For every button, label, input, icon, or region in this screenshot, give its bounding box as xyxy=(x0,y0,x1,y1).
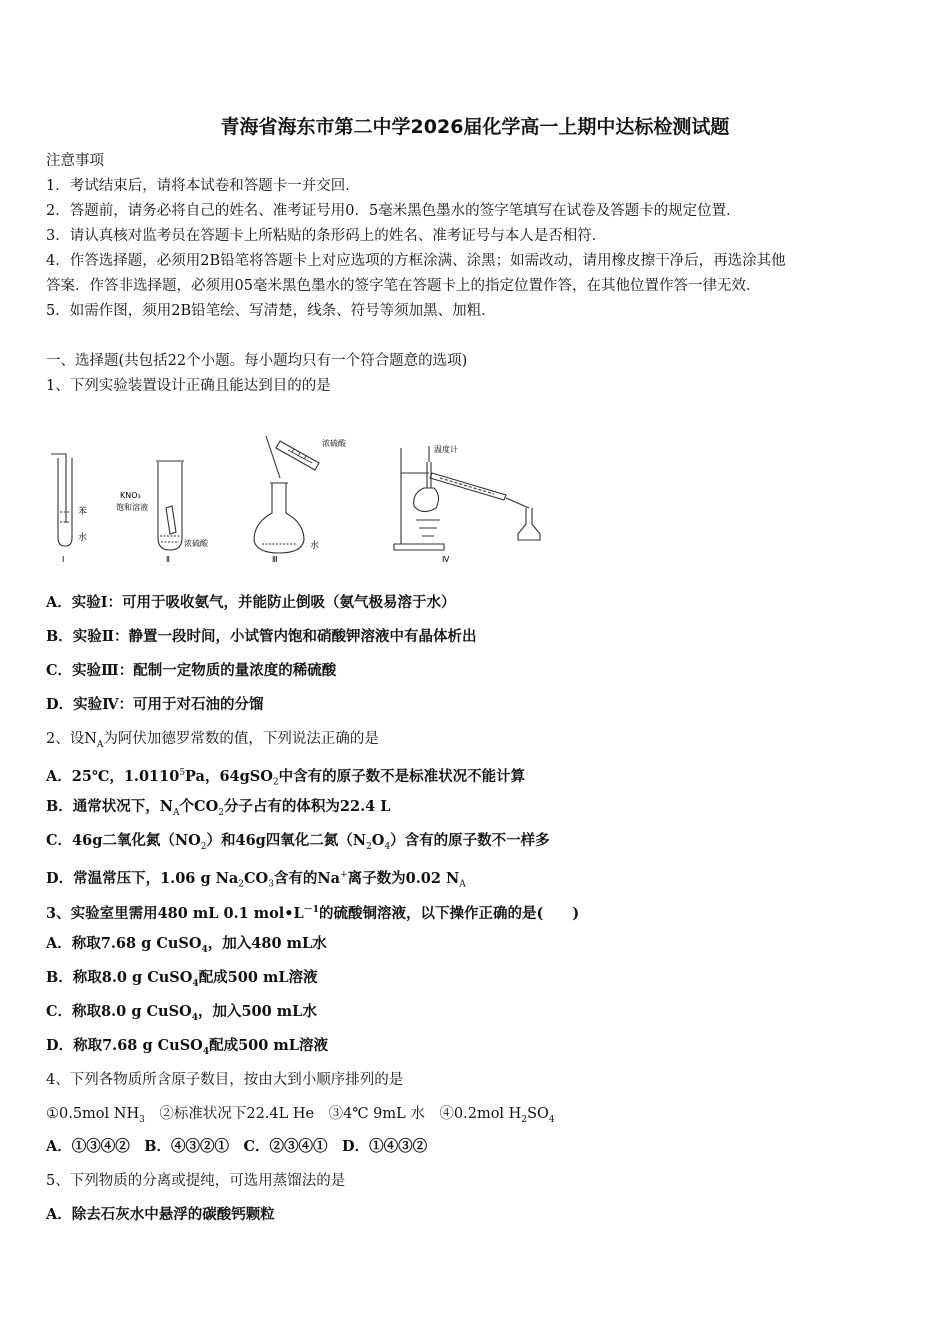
question-3-option-a: A．称取7.68 g CuSO$_4$，加入480 mL水 xyxy=(46,935,327,955)
volumetric-flask xyxy=(254,483,304,553)
question-1-option-b xyxy=(46,627,476,647)
small-test-tube xyxy=(166,506,176,534)
test-tube-1 xyxy=(58,458,72,546)
condenser xyxy=(430,473,506,500)
apparatus-figure xyxy=(44,428,564,568)
receiving-flask xyxy=(518,508,540,540)
question-4-stem: 4、下列各物质所含原子数目，按由大到小顺序排列的是 xyxy=(46,1072,404,1088)
question-3-option-b: B．称取8.0 g CuSO$_4$配成500 mL溶液 xyxy=(46,969,318,989)
question-2-option-a: A．25℃，1.0110$^5$Pa，64gSO$_2$中含有的原子数不是标准状况不能计算 xyxy=(46,767,526,788)
label-saturated-solution: 饱和溶液 xyxy=(116,503,148,512)
question-2-option-b: B．通常状况下，$N_A$个$CO_2$分子占有的体积为22.4 L xyxy=(46,798,391,818)
notice-heading: 注意事项 xyxy=(46,153,104,169)
burner xyxy=(416,520,440,536)
label-roman-1: Ⅰ xyxy=(62,555,65,564)
option-text: 实验Ⅲ：配制一定物质的量浓度的稀硫酸 xyxy=(72,662,337,679)
notice-item: 5．如需作图，须用2B铅笔绘、写清楚，线条、符号等须加黑、加粗． xyxy=(46,303,496,319)
apparatus-drawing xyxy=(44,428,564,568)
option-key: B． xyxy=(46,628,73,645)
option-key: D． xyxy=(46,696,74,713)
option-key: A． xyxy=(46,594,72,611)
label-thermometer: 温度计 xyxy=(434,445,458,454)
question-3-option-c: C．称取8.0 g CuSO$_4$，加入500 mL水 xyxy=(46,1003,317,1023)
stand-base xyxy=(394,544,444,550)
question-1-option-c xyxy=(46,661,336,681)
label-roman-4: Ⅳ xyxy=(442,555,450,564)
question-2-option-c: C．46g二氧化氮$(NO_2)$和46g四氧化二氮$(N_2O_4)$含有的原子数不一样多 xyxy=(46,832,550,852)
glass-rod xyxy=(266,436,280,478)
question-3-option-d: D．称取7.68 g CuSO$_4$配成500 mL溶液 xyxy=(46,1037,328,1057)
section-heading: 一、选择题(共包括22个小题。每小题均只有一个符合题意的选项) xyxy=(46,353,468,369)
question-4-items: ①0.5mol $NH_3$ ②标准状况下22.4L He ③4℃ 9mL 水 ④0.2mol $H_2SO_4$ xyxy=(46,1106,555,1125)
label-benzene: 苯 xyxy=(78,507,88,517)
notice-item: 答案．作答非选择题，必须用05毫米黑色墨水的签字笔在答题卡上的指定位置作答，在其他位置作答一律无效． xyxy=(46,278,761,294)
notice-item: 4．作答选择题，必须用2B铅笔将答题卡上对应选项的方框涂满、涂黑；如需改动，请用橡皮擦干净后，再选涂其他 xyxy=(46,253,786,269)
label-conc-sulfuric-2: 浓硫酸 xyxy=(184,539,208,548)
notice-item: 1．考试结束后，请将本试卷和答题卡一并交回． xyxy=(46,178,360,194)
question-5-option-a: A．除去石灰水中悬浮的碳酸钙颗粒 xyxy=(46,1206,275,1223)
label-roman-3: Ⅲ xyxy=(272,555,278,564)
notice-item: 2．答题前，请务必将自己的姓名、准考证号用0．5毫米黑色墨水的签字笔填写在试卷及答题卡的规定位置． xyxy=(46,203,741,219)
option-key: C． xyxy=(46,662,73,679)
question-2-option-d: D．常温常压下，1.06 g $Na_2CO_3$含有的Na+离子数为0.02 $N_A$ xyxy=(46,869,466,890)
notice-item: 3．请认真核对监考员在答题卡上所粘贴的条形码上的姓名、准考证号与本人是否相符． xyxy=(46,228,607,244)
question-4-choices: A．①③④② B．④③②① C．②③④① D．①④③② xyxy=(46,1138,428,1155)
label-water-1: 水 xyxy=(78,533,88,543)
label-kno3: KNO₃ xyxy=(120,491,141,500)
question-1-option-d xyxy=(46,695,264,715)
question-1-option-a xyxy=(46,593,456,613)
option-text: 实验Ⅱ：静置一段时间，小试管内饱和硝酸钾溶液中有晶体析出 xyxy=(72,628,477,645)
label-roman-2: Ⅱ xyxy=(166,555,170,564)
question-2-stem: 2、设$N_A$为阿伏加德罗常数的值，下列说法正确的是 xyxy=(46,731,379,750)
question-5-stem: 5、下列物质的分离或提纯，可选用蒸馏法的是 xyxy=(46,1173,346,1189)
distilling-flask xyxy=(414,488,439,512)
label-water-3: 水 xyxy=(310,541,320,551)
label-conc-sulfuric-3: 浓硫酸 xyxy=(322,439,346,448)
option-text: 实验Ⅳ：可用于对石油的分馏 xyxy=(73,696,264,713)
question-3-stem: 3、实验室里需用480 mL 0.1 $mol•L^{-1}$的硫酸铜溶液，以下操作正确的是( ) xyxy=(46,904,580,922)
test-tube-2 xyxy=(158,462,182,550)
question-1-stem: 1、下列实验装置设计正确且能达到目的的是 xyxy=(46,378,331,394)
option-text: 实验Ⅰ：可用于吸收氨气，并能防止倒吸（氨气极易溶于水） xyxy=(71,594,456,611)
page-title: 青海省海东市第二中学2026届化学高一上期中达标检测试题 xyxy=(220,116,730,138)
